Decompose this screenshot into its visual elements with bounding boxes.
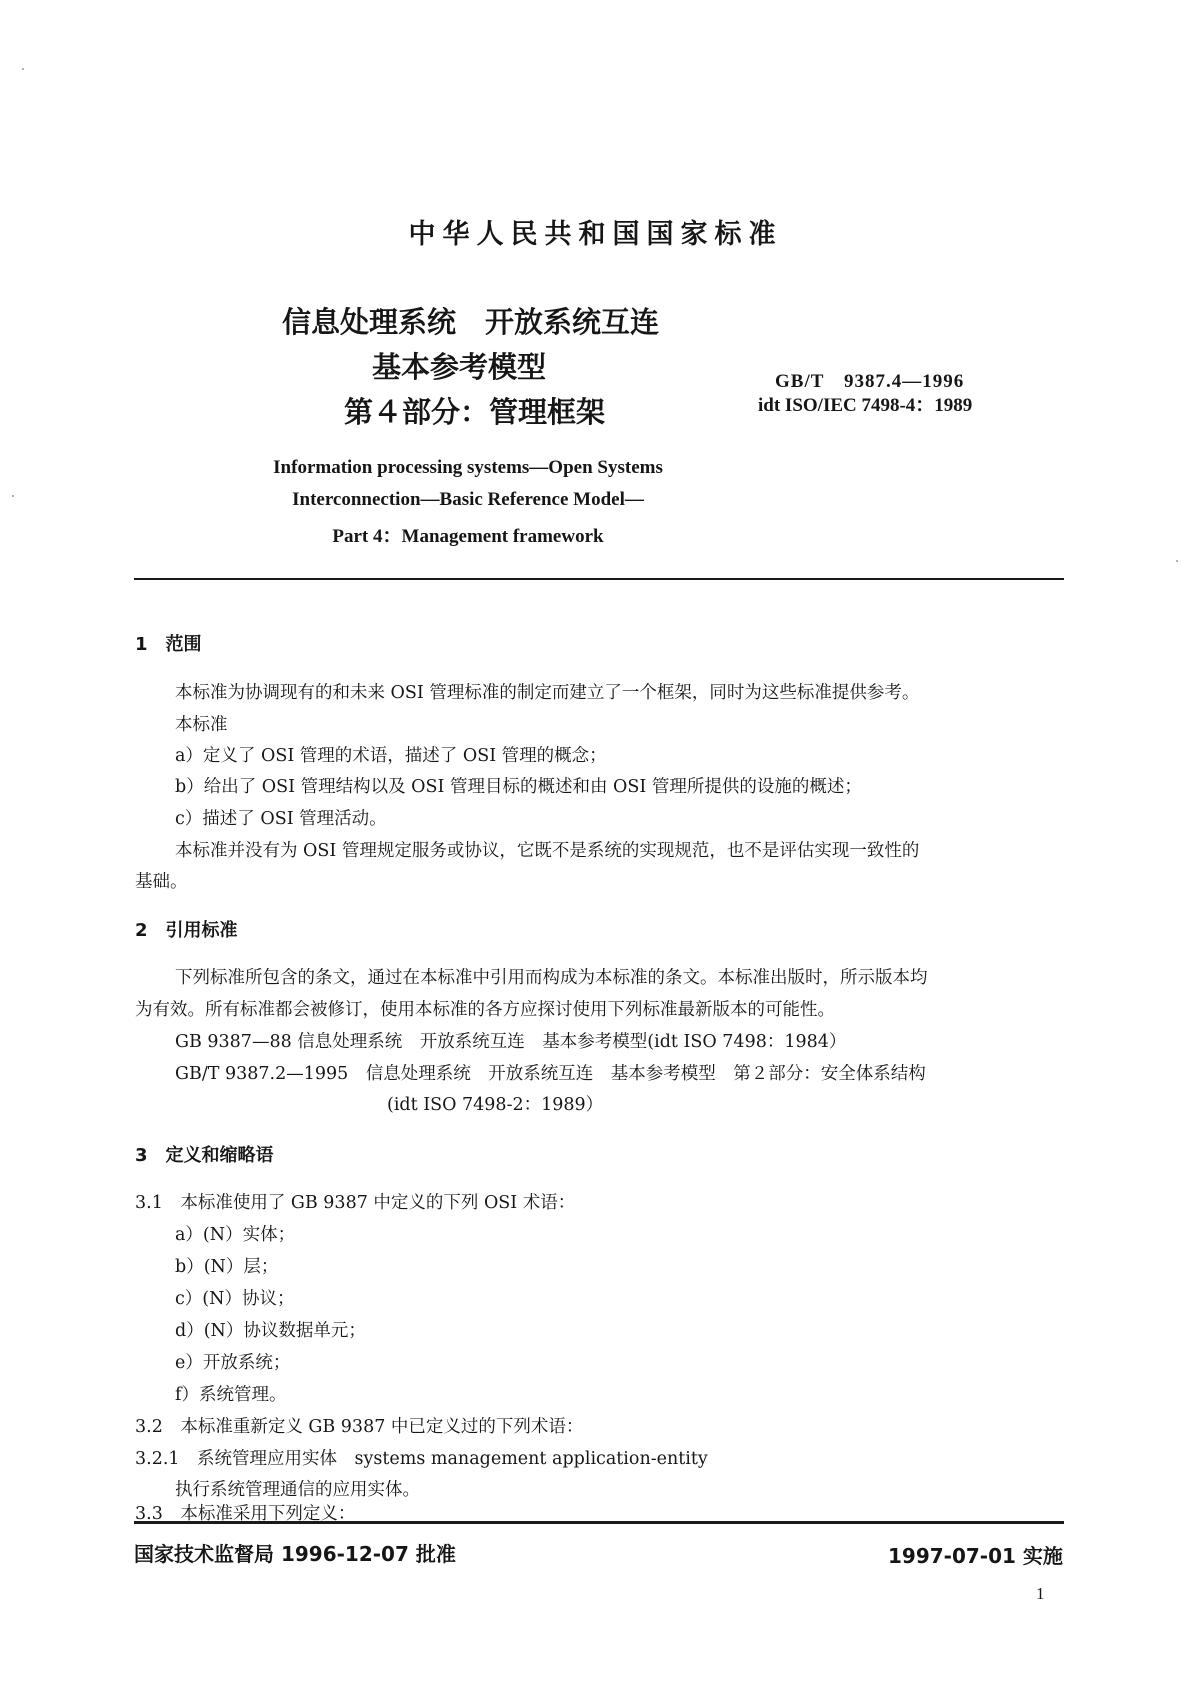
section-1-para-2: 本标准 [175, 715, 228, 735]
page-number: 1 [1036, 1584, 1045, 1603]
clause-3-1-item-b: b）(N）层； [175, 1257, 279, 1277]
section-1-para-1: 本标准为协调现有的和未来 OSI 管理标准的制定而建立了一个框架，同时为这些标准提供参考。 [175, 683, 920, 703]
section-3-heading: 3 定义和缩略语 [135, 1145, 274, 1166]
title-cn-line-2: 基本参考模型 [372, 350, 547, 384]
implementation-date: 1997-07-01 实施 [888, 1544, 1063, 1568]
title-cn-line-1: 信息处理系统 开放系统互连 [282, 305, 660, 339]
title-en-line-3: Part 4：Management framework [332, 526, 604, 547]
clause-3-1-item-c: c）(N）协议； [175, 1289, 295, 1309]
clause-3-2-1: 3.2.1 系统管理应用实体 systems management application-entity [135, 1449, 708, 1469]
scan-speck [1176, 560, 1178, 562]
section-1-item-c: c）描述了 OSI 管理活动。 [175, 809, 387, 829]
clause-3-1-item-e: e）开放系统； [175, 1353, 291, 1373]
section-1-heading: 1 范围 [135, 634, 202, 655]
section-2-para-1: 下列标准所包含的条文，通过在本标准中引用而构成为本标准的条文。本标准出版时，所示版本均 [175, 968, 928, 988]
reference-2: GB/T 9387.2—1995 信息处理系统 开放系统互连 基本参考模型 第２部分：安全体系结构 [175, 1064, 926, 1084]
section-2-para-1-cont: 为有效。所有标准都会被修订，使用本标准的各方应探讨使用下列标准最新版本的可能性。 [135, 1000, 835, 1020]
clause-3-2-1-definition: 执行系统管理通信的应用实体。 [175, 1480, 420, 1500]
section-1-item-b: b）给出了 OSI 管理结构以及 OSI 管理目标的概述和由 OSI 管理所提供的设施的概述； [175, 777, 862, 797]
clause-3-1-item-a: a）(N）实体； [175, 1225, 296, 1245]
approval-date: 国家技术监督局 1996-12-07 批准 [134, 1542, 456, 1566]
clause-3-1-item-d: d）(N）协议数据单元； [175, 1321, 366, 1341]
title-cn-line-3: 第４部分：管理框架 [344, 395, 606, 429]
national-standard-heading: 中华人民共和国国家标准 [408, 219, 783, 250]
reference-1: GB 9387—88 信息处理系统 开放系统互连 基本参考模型(idt ISO 7498：1984） [175, 1032, 847, 1052]
scan-speck [22, 68, 24, 70]
section-1-item-a: a）定义了 OSI 管理的术语，描述了 OSI 管理的概念； [175, 746, 607, 766]
section-1-para-3: 本标准并没有为 OSI 管理规定服务或协议，它既不是系统的实现规范，也不是评估实现一致性的 [175, 841, 920, 861]
clause-3-2: 3.2 本标准重新定义 GB 9387 中已定义过的下列术语： [135, 1417, 584, 1437]
standard-code: GB/T 9387.4—1996 [775, 371, 965, 392]
footer-divider [134, 1521, 1064, 1524]
clause-3-3: 3.3 本标准采用下列定义： [135, 1504, 356, 1524]
section-2-heading: 2 引用标准 [135, 920, 238, 941]
title-en-line-2: Interconnection—Basic Reference Model— [292, 489, 644, 510]
clause-3-1: 3.1 本标准使用了 GB 9387 中定义的下列 OSI 术语： [135, 1193, 576, 1213]
clause-3-1-item-f: f）系统管理。 [175, 1385, 287, 1405]
header-divider [134, 578, 1064, 580]
section-1-para-3-cont: 基础。 [135, 872, 188, 892]
reference-2-cont: (idt ISO 7498-2：1989） [387, 1095, 604, 1115]
title-en-line-1: Information processing systems—Open Systems [273, 457, 663, 478]
iso-equivalence: idt ISO/IEC 7498-4：1989 [758, 395, 973, 416]
